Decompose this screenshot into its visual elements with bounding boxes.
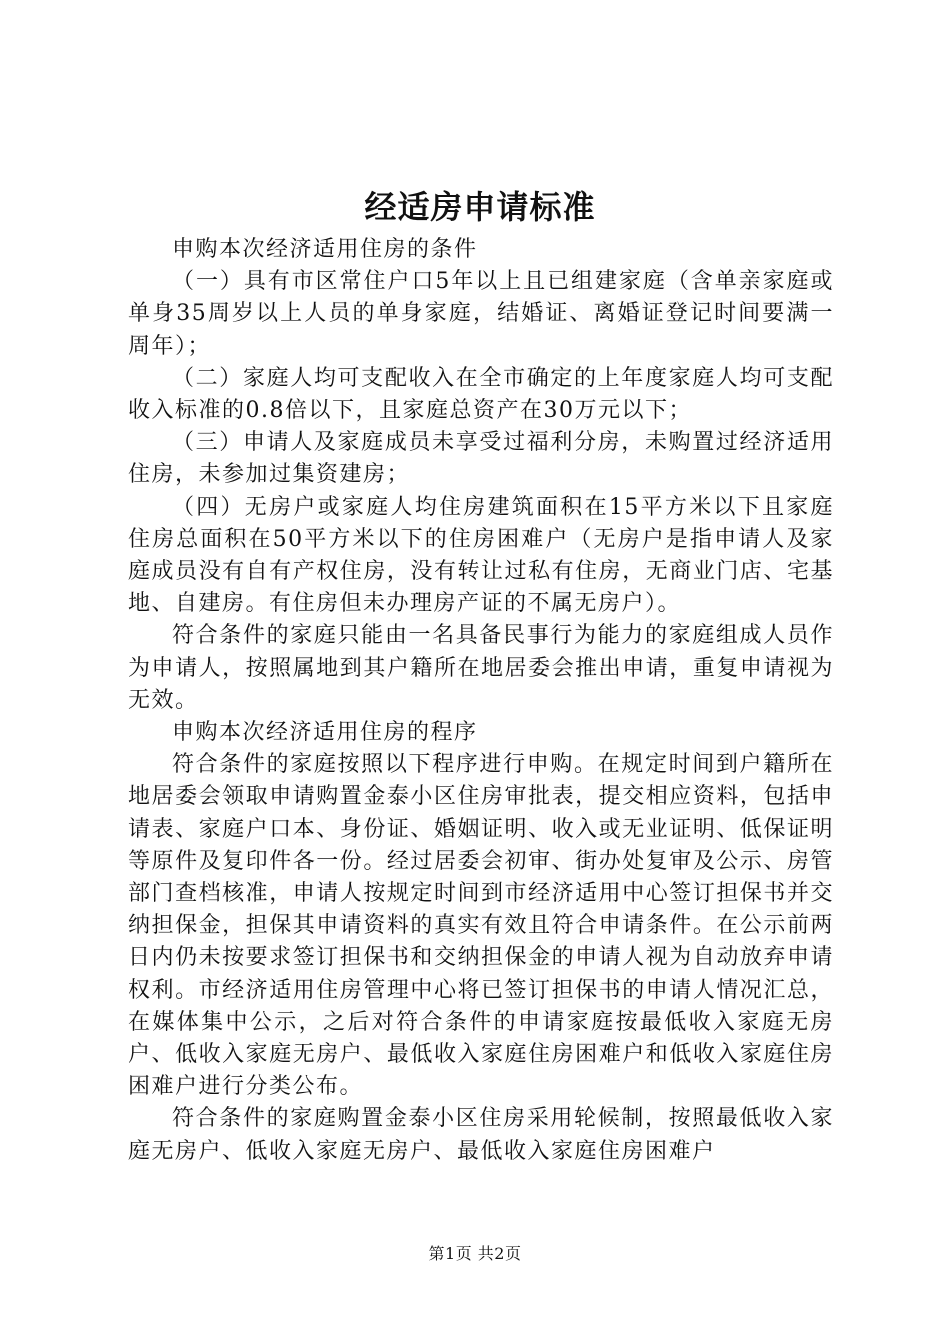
procedure-paragraph: 符合条件的家庭按照以下程序进行申购。在规定时间到户籍所在地居委会领取申请购置金泰小区住房审批表，提交相应资料，包括申请表、家庭户口本、身份证、婚姻证明、收入或无业证明、低保证明等原件及复印件各一份。经过居委会初审、街办处复审及公示、房管部门查档核准，申请人按规定时间到市经济适用中心签订担保书并交纳担保金，担保其申请资料的真实有效且符合申请条件。在公示前两日内仍未按要求签订担保书和交纳担保金的申请人视为自动放弃申请权利。市经济适用住房管理中心将已签订担保书的申请人情况汇总，在媒体集中公示，之后对符合条件的申请家庭按最低收入家庭无房户、低收入家庭无房户、最低收入家庭住房困难户和低收入家庭住房困难户进行分类公布。 xyxy=(128,752,834,1100)
condition-item-1: （一）具有市区常住户口5年以上且已组建家庭（含单亲家庭或单身35周岁以上人员的单身家庭，结婚证、离婚证登记时间要满一周年）； xyxy=(128,269,834,359)
document-body xyxy=(128,234,834,1168)
section-heading-conditions: 申购本次经济适用住房的条件 xyxy=(172,237,478,262)
queue-rule-paragraph: 符合条件的家庭购置金泰小区住房采用轮候制，按照最低收入家庭无房户、低收入家庭无房户、最低收入家庭住房困难户 xyxy=(128,1106,834,1164)
page-footer: 第1页 共2页 xyxy=(428,1244,522,1263)
applicant-rule-paragraph: 符合条件的家庭只能由一名具备民事行为能力的家庭组成人员作为申请人，按照属地到其户籍所在地居委会推出申请，重复申请视为无效。 xyxy=(128,623,834,713)
condition-item-3: （三）申请人及家庭成员未享受过福利分房，未购置过经济适用住房，未参加过集资建房； xyxy=(128,430,834,488)
section-heading-procedure: 申购本次经济适用住房的程序 xyxy=(172,720,478,746)
condition-item-2: （二）家庭人均可支配收入在全市确定的上年度家庭人均可支配收入标准的0.8倍以下，且家庭总资产在30万元以下； xyxy=(128,365,834,424)
condition-item-4: （四）无房户或家庭人均住房建筑面积在15平方米以下且家庭住房总面积在50平方米以下的住房困难户（无房户是指申请人及家庭成员没有自有产权住房，没有转让过私有住房，无商业门店、宅基地、自建房。有住房但未办理房产证的不属无房户）。 xyxy=(128,494,834,617)
document-title: 经适房申请标准 xyxy=(364,188,596,226)
